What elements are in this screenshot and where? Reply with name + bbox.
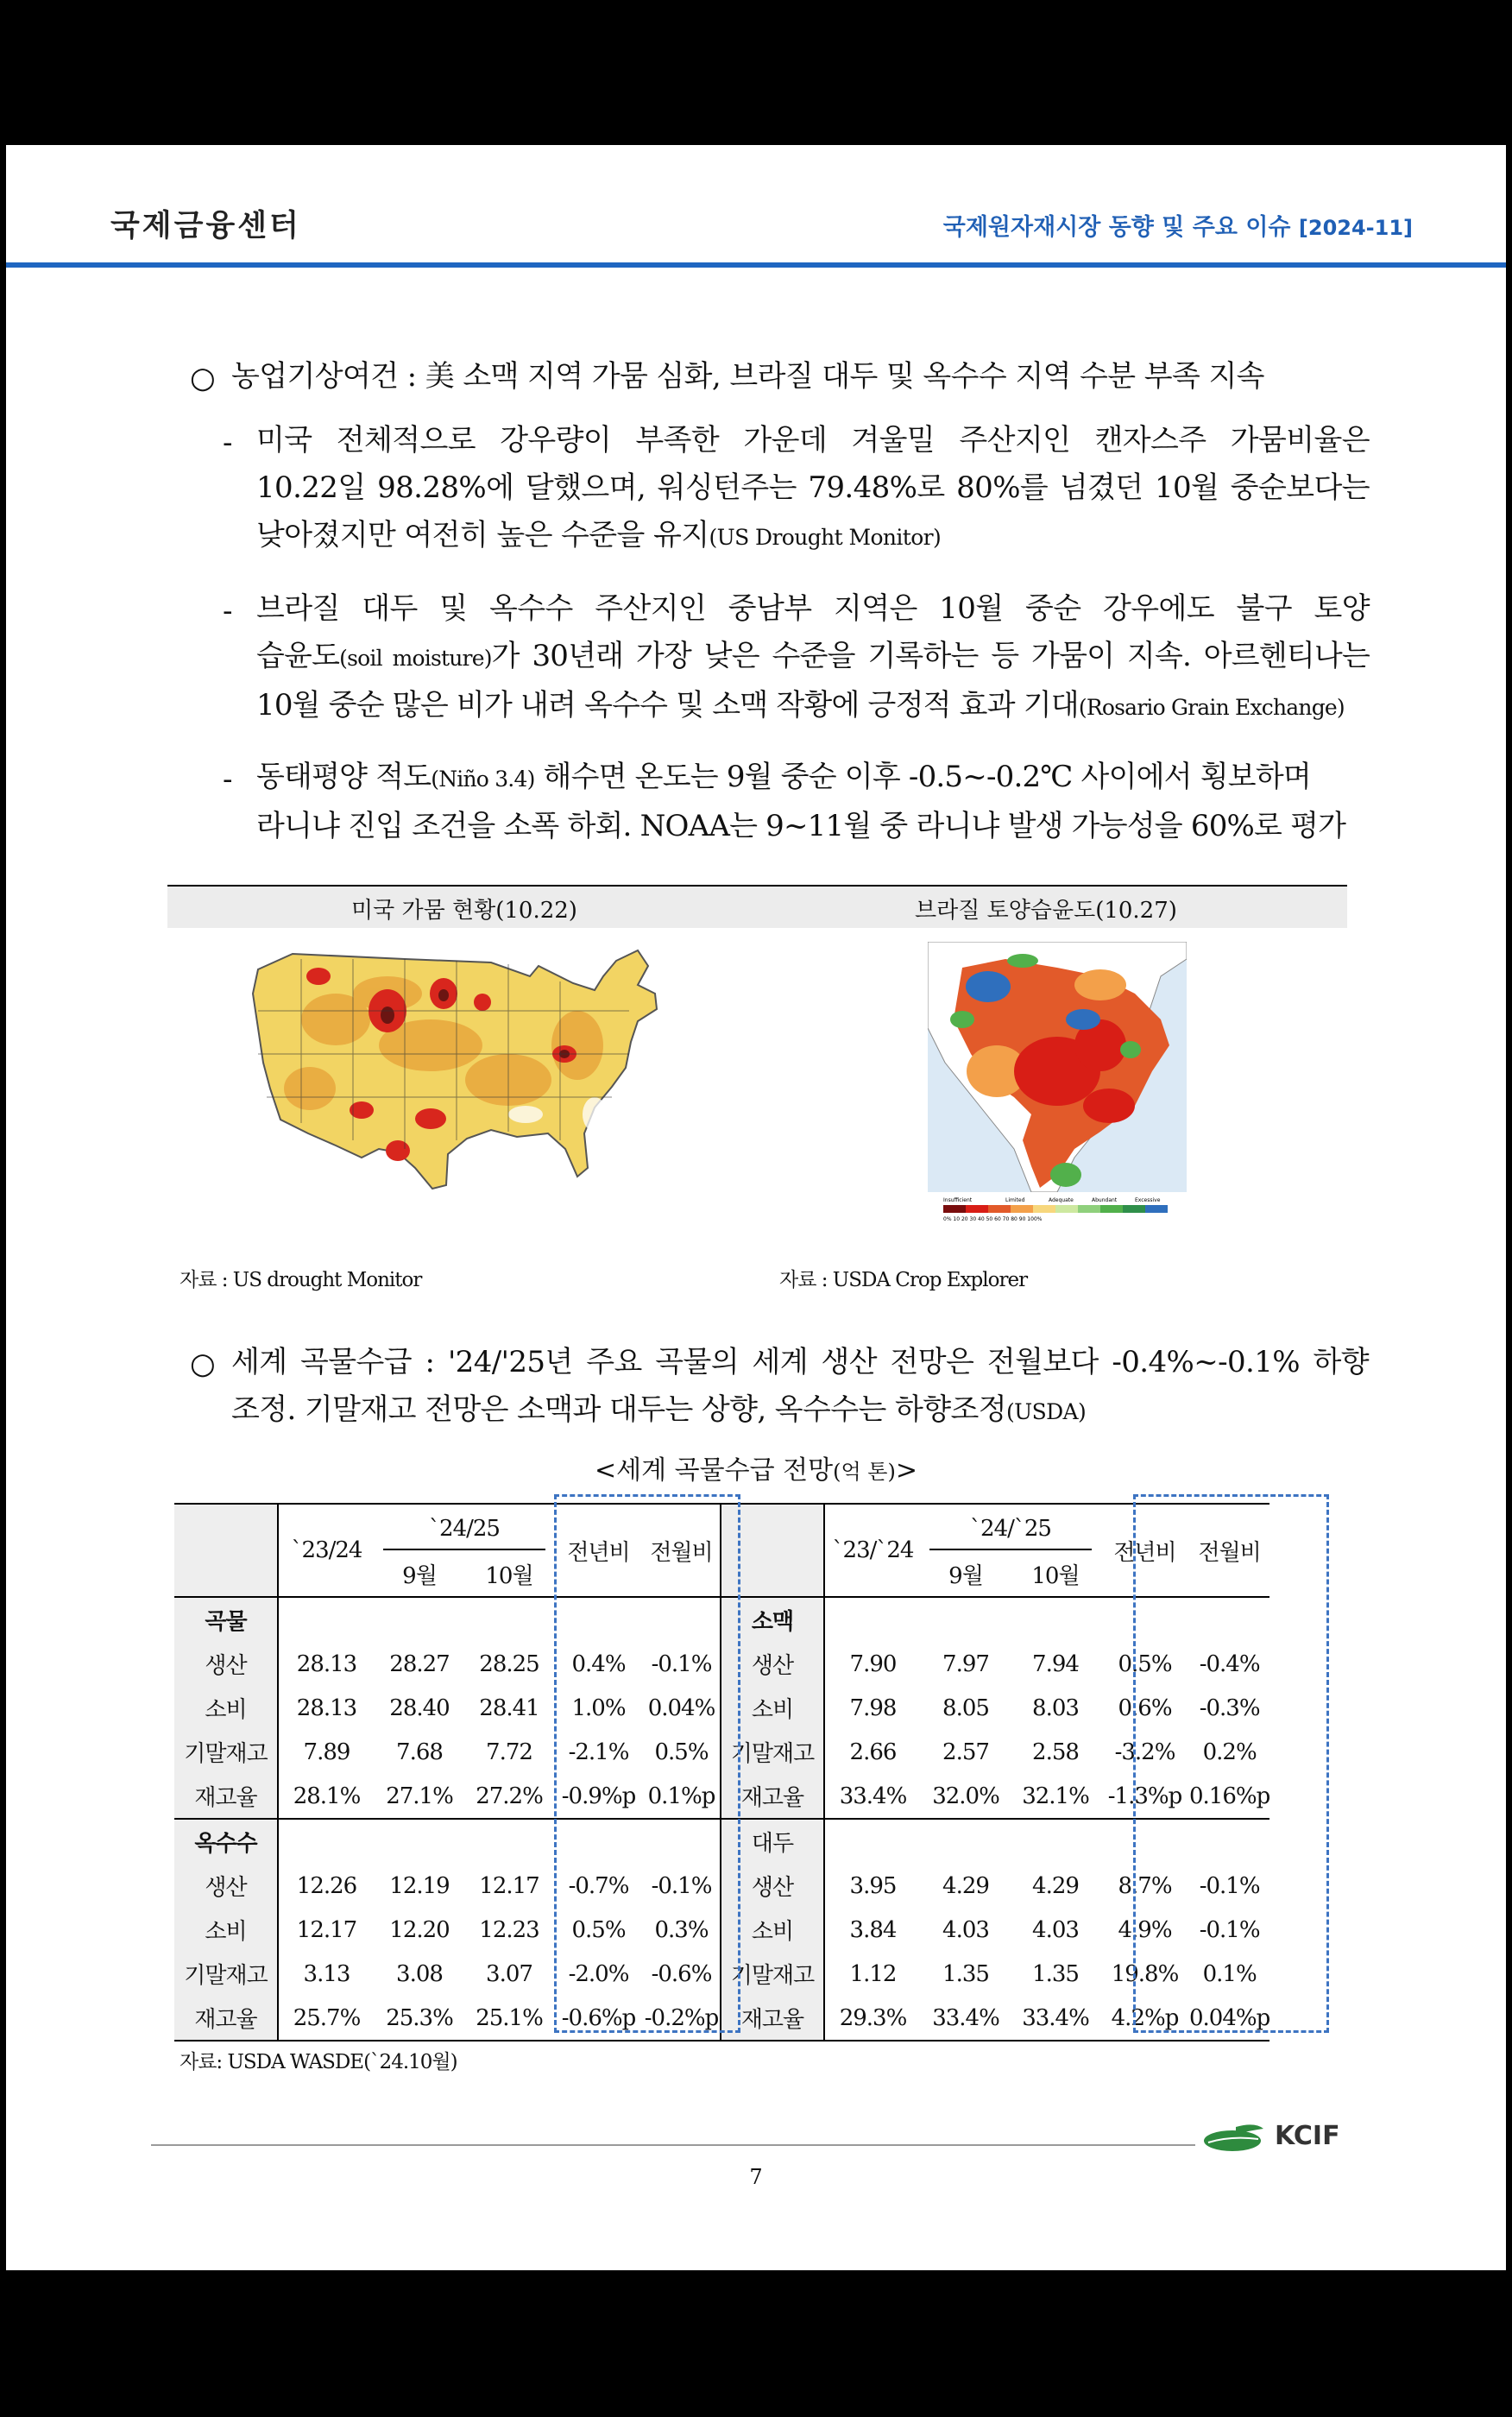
section2-bullet: ○ <box>190 1347 216 1381</box>
table-title-text: <세계 곡물수급 전망 <box>595 1455 834 1486</box>
row-label-left: 재고율 <box>174 1996 278 2041</box>
value-cell: 0.1%p <box>647 1783 715 1809</box>
value-cell: 0.5% <box>571 1916 626 1943</box>
item2-line1: 브라질 대두 및 옥수수 주산지인 중남부 지역은 10월 중순 강우에도 불구 토양 <box>256 591 1370 626</box>
value-cell: 4.9% <box>1118 1916 1172 1943</box>
value-cell: 28.13 <box>278 1686 375 1730</box>
value-cell: 12.26 <box>278 1864 375 1908</box>
empty-cell <box>1011 1819 1100 1864</box>
legend-label-3: Adequate <box>1049 1197 1074 1203</box>
value-cell: 7.94 <box>1032 1650 1079 1677</box>
header-oct-left: 10월 <box>464 1552 554 1597</box>
value-cell: -0.1% <box>1199 1916 1260 1943</box>
value-cell: -2.0% <box>568 1960 629 1987</box>
value-cell: 2.58 <box>1032 1739 1079 1765</box>
value-cell: 32.0% <box>932 1783 999 1809</box>
legend-label-5: Excessive <box>1135 1197 1161 1203</box>
value-cell: 7.90 <box>824 1642 921 1686</box>
value-cell: 27.2% <box>476 1783 543 1809</box>
group-name-right: 대두 <box>721 1819 824 1864</box>
kcif-logo-icon <box>1201 2120 1269 2155</box>
value-cell: 1.0% <box>571 1694 626 1721</box>
value-cell: 28.1% <box>278 1774 375 1819</box>
value-cell: -1.3%p <box>1107 1783 1182 1809</box>
value-cell: 0.4% <box>571 1650 626 1677</box>
value-cell: 7.97 <box>942 1650 989 1677</box>
value-cell: 7.89 <box>278 1730 375 1774</box>
row-label-right: 생산 <box>721 1642 824 1686</box>
value-cell: 29.3% <box>824 1996 921 2041</box>
header-mom-left: 전월비 <box>643 1504 721 1597</box>
value-cell: 3.08 <box>396 1960 443 1987</box>
item1-source: (US Drought Monitor) <box>709 525 942 550</box>
empty-cell <box>824 1819 921 1864</box>
header-cur-right-underline <box>929 1549 1092 1550</box>
section2-line2 <box>231 1386 1369 1436</box>
value-cell: 2.57 <box>942 1739 989 1765</box>
value-cell: 28.27 <box>389 1650 450 1677</box>
org-name: 국제금융센터 <box>110 209 301 243</box>
item1-line3 <box>256 512 1370 561</box>
item1-line3-text: 낮아졌지만 여전히 높은 수준을 유지 <box>256 518 709 552</box>
item1-text <box>256 417 1370 561</box>
value-cell: 12.17 <box>278 1908 375 1952</box>
value-cell: -0.6% <box>651 1960 712 1987</box>
value-cell: 0.04%p <box>1189 1996 1269 2041</box>
value-cell: 25.7% <box>278 1996 375 2041</box>
value-cell: 25.3% <box>375 1996 464 2041</box>
header-mom-right: 전월비 <box>1189 1504 1269 1597</box>
empty-cell <box>278 1597 375 1642</box>
value-cell: 12.17 <box>479 1872 539 1899</box>
empty-cell <box>464 1597 554 1642</box>
value-cell: 0.5% <box>1118 1650 1172 1677</box>
legend-ticks: 0% 10 20 30 40 50 60 70 80 90 100% <box>943 1216 1043 1222</box>
value-cell: 3.07 <box>486 1960 532 1987</box>
item3-dash: - <box>223 762 233 797</box>
row-label-right: 기말재고 <box>721 1952 824 1996</box>
table-title-close: > <box>895 1455 917 1486</box>
item1-line2: 10.22일 98.28%에 달했으며, 워싱턴주는 79.48%로 80%를 넘겼던 10월 중순보다는 <box>256 470 1370 505</box>
row-label-left: 생산 <box>174 1864 278 1908</box>
us-map-source: 자료 : US drought Monitor <box>180 1269 422 1291</box>
item2-line3-text: 10월 중순 많은 비가 내려 옥수수 및 소맥 작황에 긍정적 효과 기대 <box>256 688 1079 723</box>
section2-source: (USDA) <box>1005 1399 1087 1424</box>
value-cell: 8.03 <box>1032 1694 1079 1721</box>
header-oct-right: 10월 <box>1011 1552 1100 1597</box>
group-name-left: 곡물 <box>174 1597 278 1642</box>
value-cell: 25.1% <box>464 1996 554 2041</box>
header-cur-left-text: `24/25 <box>429 1515 500 1542</box>
us-drought-map <box>232 942 698 1218</box>
row-label-right: 재고율 <box>721 1996 824 2041</box>
item2-line3 <box>256 682 1370 731</box>
empty-cell <box>921 1819 1011 1864</box>
header-prev-right: `23/`24 <box>824 1504 921 1597</box>
item3-line1a: 동태평양 적도 <box>256 760 432 794</box>
table-title-unit: (억 톤) <box>833 1460 896 1484</box>
table-source: 자료: USDA WASDE(`24.10월) <box>180 2051 457 2073</box>
item3-text <box>256 754 1370 850</box>
item3-nino: (Niño 3.4) <box>431 767 535 792</box>
legend-label-2: Limited <box>1005 1197 1025 1203</box>
value-cell: 28.41 <box>479 1694 539 1721</box>
value-cell: 4.29 <box>1032 1872 1079 1899</box>
brazil-soil-moisture-map <box>928 942 1187 1227</box>
legend-label-4: Abundant <box>1092 1197 1118 1203</box>
item3-line1 <box>256 754 1370 803</box>
value-cell: -0.1% <box>651 1872 712 1899</box>
value-cell: 2.66 <box>824 1730 921 1774</box>
header-sep-right: 9월 <box>921 1552 1011 1597</box>
item3-line2: 라니냐 진입 조건을 소폭 하회. NOAA는 9~11월 중 라니냐 발생 가능성을 60%로 평가 <box>256 809 1346 843</box>
header-sep-left: 9월 <box>375 1552 464 1597</box>
value-cell: 4.2%p <box>1100 1996 1189 2041</box>
header-yoy-right: 전년비 <box>1100 1504 1189 1597</box>
report-code: [2024-11] <box>1298 216 1413 240</box>
table-title <box>6 1448 1506 1486</box>
item2-line2a: 습윤도 <box>256 639 340 673</box>
value-cell: 33.4% <box>921 1996 1011 2041</box>
brazil-map-source: 자료 : USDA Crop Explorer <box>779 1269 1028 1291</box>
value-cell: -0.1% <box>1199 1872 1260 1899</box>
empty-cell <box>375 1819 464 1864</box>
value-cell: 3.95 <box>824 1864 921 1908</box>
empty-cell <box>278 1819 375 1864</box>
kcif-logo-text: KCIF <box>1275 2121 1340 2151</box>
value-cell: 0.1% <box>1202 1960 1257 1987</box>
right-change-highlight <box>1133 1494 1329 2033</box>
item2-line2 <box>256 633 1370 682</box>
empty-cell <box>1011 1597 1100 1642</box>
report-title-text: 국제원자재시장 동향 및 주요 이슈 <box>942 214 1291 241</box>
empty-cell <box>921 1597 1011 1642</box>
value-cell: -0.9%p <box>561 1783 636 1809</box>
value-cell: 7.68 <box>396 1739 443 1765</box>
section2-line1: 세계 곡물수급 : '24/'25년 주요 곡물의 세계 생산 전망은 전월보다 -0.4%~-0.1% 하향 <box>231 1345 1369 1379</box>
value-cell: 0.16%p <box>1189 1783 1270 1809</box>
value-cell: -0.3% <box>1199 1694 1260 1721</box>
row-label-right: 기말재고 <box>721 1730 824 1774</box>
item2-line2b: 가 30년래 가장 낮은 수준을 기록하는 등 가뭄이 지속. 아르헨티나는 <box>491 639 1370 673</box>
value-cell: 1.35 <box>1032 1960 1079 1987</box>
value-cell: 0.6% <box>1118 1694 1172 1721</box>
brazil-map-caption: 브라질 토양습윤도(10.27) <box>915 898 1177 924</box>
item2-soil: (soil moisture) <box>339 646 492 671</box>
item1-line1: 미국 전체적으로 강우량이 부족한 가운데 겨울밀 주산지인 캔자스주 가뭄비율은 <box>256 423 1370 458</box>
value-cell: 33.4% <box>1011 1996 1100 2041</box>
row-label-left: 생산 <box>174 1642 278 1686</box>
section1-bullet: ○ <box>190 361 216 395</box>
value-cell: 4.03 <box>942 1916 989 1943</box>
value-cell: -0.1% <box>651 1650 712 1677</box>
value-cell: -2.1% <box>568 1739 629 1765</box>
header-cur-left-underline <box>383 1549 545 1550</box>
header-rule <box>6 262 1506 268</box>
row-label-left: 소비 <box>174 1908 278 1952</box>
row-label-left: 기말재고 <box>174 1730 278 1774</box>
value-cell: 12.20 <box>389 1916 450 1943</box>
value-cell: -0.7% <box>568 1872 629 1899</box>
document-page <box>6 145 1506 2270</box>
value-cell: -0.4% <box>1199 1650 1260 1677</box>
report-title <box>943 208 1413 242</box>
value-cell: 0.3% <box>654 1916 709 1943</box>
value-cell: 0.5% <box>654 1739 709 1765</box>
item2-text <box>256 585 1370 731</box>
value-cell: 28.25 <box>479 1650 539 1677</box>
legend-label-1: Insufficient <box>943 1197 973 1203</box>
value-cell: -0.2%p <box>643 1996 721 2041</box>
row-label-left: 재고율 <box>174 1774 278 1819</box>
footer-rule <box>151 2144 1195 2146</box>
left-change-highlight <box>554 1494 740 2033</box>
header-cur-right <box>921 1504 1100 1552</box>
value-cell: 33.4% <box>824 1774 921 1819</box>
value-cell: 28.40 <box>389 1694 450 1721</box>
value-cell: 27.1% <box>386 1783 453 1809</box>
row-label-right: 생산 <box>721 1864 824 1908</box>
us-map-caption: 미국 가뭄 현황(10.22) <box>351 898 577 924</box>
value-cell: 3.84 <box>824 1908 921 1952</box>
value-cell: 8.05 <box>942 1694 989 1721</box>
section2-text <box>231 1339 1369 1436</box>
empty-cell <box>464 1819 554 1864</box>
section2-line2-text: 조정. 기말재고 전망은 소맥과 대두는 상향, 옥수수는 하향조정 <box>231 1392 1006 1427</box>
value-cell: 32.1% <box>1022 1783 1089 1809</box>
item2-source: (Rosario Grain Exchange) <box>1078 695 1345 720</box>
row-label-left: 기말재고 <box>174 1952 278 1996</box>
item3-line1b: 해수면 온도는 9월 중순 이후 -0.5~-0.2℃ 사이에서 횡보하며 <box>534 760 1311 794</box>
header-cur-right-text: `24/`25 <box>970 1515 1051 1542</box>
value-cell: 28.13 <box>278 1642 375 1686</box>
item2-dash: - <box>223 594 233 628</box>
section1-headline: 농업기상여건 : 美 소맥 지역 가뭄 심화, 브라질 대두 및 옥수수 지역 수분 부족 지속 <box>231 359 1264 394</box>
value-cell: 3.13 <box>278 1952 375 1996</box>
header-cur-left <box>375 1504 554 1552</box>
header-yoy-left: 전년비 <box>554 1504 643 1597</box>
header-prev-left: `23/24 <box>278 1504 375 1597</box>
value-cell: -0.6%p <box>554 1996 643 2041</box>
group-name-right: 소맥 <box>721 1597 824 1642</box>
value-cell: 19.8% <box>1111 1960 1179 1987</box>
value-cell: 0.2% <box>1202 1739 1257 1765</box>
value-cell: 4.29 <box>942 1872 989 1899</box>
header-empty-left <box>174 1504 278 1597</box>
item1-dash: - <box>223 426 233 460</box>
value-cell: 7.72 <box>486 1739 532 1765</box>
value-cell: 8.7% <box>1118 1872 1172 1899</box>
value-cell: 4.03 <box>1032 1916 1079 1943</box>
value-cell: 12.23 <box>479 1916 539 1943</box>
value-cell: 1.35 <box>942 1960 989 1987</box>
value-cell: 7.98 <box>824 1686 921 1730</box>
value-cell: 12.19 <box>389 1872 450 1899</box>
group-name-left: 옥수수 <box>174 1819 278 1864</box>
row-label-right: 소비 <box>721 1908 824 1952</box>
value-cell: -3.2% <box>1114 1739 1175 1765</box>
page-number: 7 <box>749 2165 763 2189</box>
row-label-right: 재고율 <box>721 1774 824 1819</box>
empty-cell <box>824 1597 921 1642</box>
empty-cell <box>375 1597 464 1642</box>
row-label-left: 소비 <box>174 1686 278 1730</box>
value-cell: 1.12 <box>824 1952 921 1996</box>
value-cell: 0.04% <box>647 1694 715 1721</box>
row-label-right: 소비 <box>721 1686 824 1730</box>
